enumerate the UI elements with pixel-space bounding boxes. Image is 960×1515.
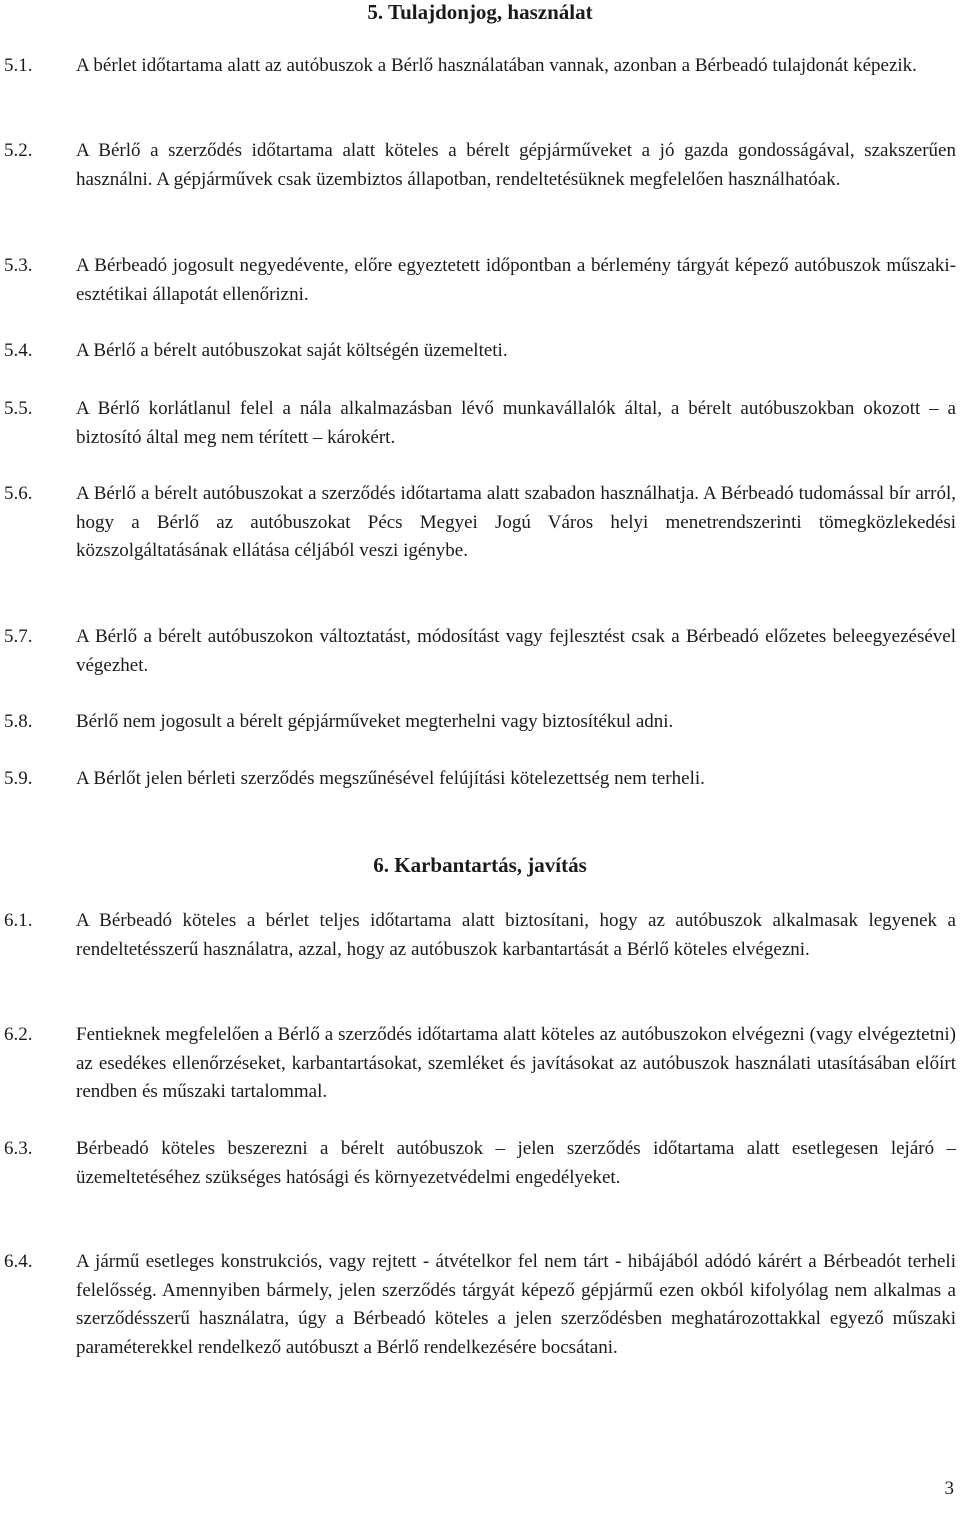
clause-text: A Bérlő a szerződés időtartama alatt köteles a bérelt gépjárműveket a jó gazda gondosságával, szakszerűen használni. A gépjárművek csak üzembiztos állapotban, rendeltetésüknek megfelelően használhatóak. xyxy=(76,140,956,190)
clause-number: 6.2. xyxy=(4,1024,33,1045)
clause-number: 5.6. xyxy=(4,483,33,504)
clause-text: A Bérlő a bérelt autóbuszokat a szerződés időtartama alatt szabadon használhatja. A Bérbeadó tudomással bír arról, hogy a Bérlő az autóbuszokat Pécs Megyei Jogú Város helyi menetrendszerinti tömegközlekedési közszolgáltatásának ellátása céljából veszi igénybe. xyxy=(76,483,956,562)
clause-number: 5.7. xyxy=(4,626,33,647)
page-number: 3 xyxy=(944,1478,954,1499)
clause-number: 5.5. xyxy=(4,398,33,419)
clause-text: A jármű esetleges konstrukciós, vagy rejtett - átvételkor fel nem tárt - hibájából adódó kárért a Bérbeadót terheli felelősség. Amennyiben bármely, jelen szerződés tárgyát képező gépjármű ezen okból kifolyólag nem alkalmas a szerződésszerű használatra, úgy a Bérbeadó köteles a jelen szerződésben meghatározottakkal egyező műszaki paraméterekkel rendelkező autóbuszt a Bérlő rendelkezésére bocsátani. xyxy=(76,1251,956,1359)
clause-number: 6.1. xyxy=(4,910,33,931)
clause-number: 5.4. xyxy=(4,340,33,361)
clause-text: Bérbeadó köteles beszerezni a bérelt autóbuszok – jelen szerződés időtartama alatt esetlegesen lejáró – üzemeltetéséhez szükséges hatósági és környezetvédelmi engedélyeket. xyxy=(76,1138,956,1188)
section-heading-5: 5. Tulajdonjog, használat xyxy=(367,0,593,24)
clause-text: Bérlő nem jogosult a bérelt gépjárműveket megterhelni vagy biztosítékul adni. xyxy=(76,711,674,732)
clause-number: 6.3. xyxy=(4,1138,33,1159)
clause-text: A Bérlő a bérelt autóbuszokat saját költségén üzemelteti. xyxy=(76,340,508,361)
clause-number: 6.4. xyxy=(4,1251,33,1272)
section-heading-6: 6. Karbantartás, javítás xyxy=(373,853,587,877)
clause-text: A Bérlő korlátlanul felel a nála alkalmazásban lévő munkavállalók által, a bérelt autóbuszokban okozott – a biztosító által meg nem térített – károkért. xyxy=(76,398,956,448)
clause-text: Fentieknek megfelelően a Bérlő a szerződés időtartama alatt köteles az autóbuszokon elvégezni (vagy elvégeztetni) az esedékes ellenőrzéseket, karbantartásokat, szemléket és javításokat az autóbuszok használati utasításában előírt rendben és műszaki tartalommal. xyxy=(76,1024,956,1103)
clause-number: 5.3. xyxy=(4,255,33,276)
clause-text: A Bérbeadó köteles a bérlet teljes időtartama alatt biztosítani, hogy az autóbuszok alkalmasak legyenek a rendeltetésszerű használatra, azzal, hogy az autóbuszok karbantartását a Bérlő köteles elvégezni. xyxy=(76,910,956,960)
clause-text: A Bérbeadó jogosult negyedévente, előre egyeztetett időpontban a bérlemény tárgyát képező autóbuszok műszaki-esztétikai állapotát ellenőrizni. xyxy=(76,255,956,305)
clause-number: 5.2. xyxy=(4,140,33,161)
clause-text: A Bérlőt jelen bérleti szerződés megszűnésével felújítási kötelezettség nem terheli. xyxy=(76,768,705,789)
clause-text: A bérlet időtartama alatt az autóbuszok a Bérlő használatában vannak, azonban a Bérbeadó tulajdonát képezik. xyxy=(76,55,917,76)
clause-number: 5.1. xyxy=(4,55,33,76)
clause-text: A Bérlő a bérelt autóbuszokon változtatást, módosítást vagy fejlesztést csak a Bérbeadó előzetes beleegyezésével végezhet. xyxy=(76,626,956,676)
clause-number: 5.8. xyxy=(4,711,33,732)
clause-number: 5.9. xyxy=(4,768,33,789)
